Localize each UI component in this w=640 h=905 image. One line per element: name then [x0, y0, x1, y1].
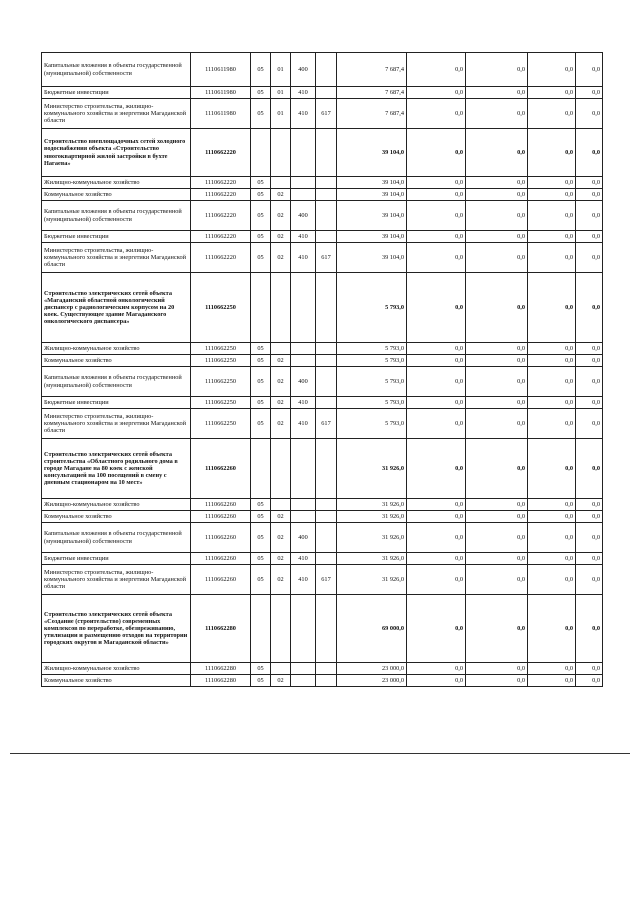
cell-value-3: 0,0	[466, 663, 528, 675]
cell-rz: 05	[251, 409, 271, 439]
cell-vr	[291, 595, 316, 663]
cell-value-2: 0,0	[407, 87, 466, 99]
cell-value-3: 0,0	[466, 189, 528, 201]
cell-name: Министерство строительства, жилищно-коммунального хозяйства и энергетики Магаданской области	[42, 565, 191, 595]
cell-value-5: 0,0	[576, 129, 603, 177]
cell-name: Министерство строительства, жилищно-коммунального хозяйства и энергетики Магаданской области	[42, 99, 191, 129]
cell-grbs	[316, 367, 337, 397]
cell-pr	[271, 129, 291, 177]
cell-name: Коммунальное хозяйство	[42, 189, 191, 201]
cell-amount: 7 687,4	[337, 99, 407, 129]
cell-name: Строительство электрических сетей объекта строительства «Областного родильного дома в городе Магадане на 80 коек с женской консультацией на 100 посещений в смену с дневным стационаром на 10 мест»	[42, 439, 191, 499]
cell-value-2: 0,0	[407, 511, 466, 523]
table-row	[42, 53, 603, 87]
cell-value-5: 0,0	[576, 53, 603, 87]
cell-amount: 39 104,0	[337, 231, 407, 243]
cell-name: Строительство электрических сетей объекта «Создание (строительство) современных комплексов по переработке, обезвреживанию, утилизации и размещению отходов на территории городских округов и Магаданской области»	[42, 595, 191, 663]
page-bottom-rule	[10, 753, 630, 754]
cell-grbs	[316, 499, 337, 511]
cell-code: 1110662250	[191, 343, 251, 355]
cell-value-3: 0,0	[466, 87, 528, 99]
cell-value-4: 0,0	[528, 439, 576, 499]
cell-value-4: 0,0	[528, 129, 576, 177]
cell-vr	[291, 177, 316, 189]
cell-vr	[291, 355, 316, 367]
table-row	[42, 663, 603, 675]
cell-value-4: 0,0	[528, 409, 576, 439]
cell-name: Капитальные вложения в объекты государственной (муниципальной) собственности	[42, 53, 191, 87]
cell-grbs	[316, 511, 337, 523]
cell-amount: 31 926,0	[337, 523, 407, 553]
cell-rz: 05	[251, 355, 271, 367]
cell-value-5: 0,0	[576, 511, 603, 523]
cell-rz: 05	[251, 243, 271, 273]
cell-amount: 23 000,0	[337, 663, 407, 675]
cell-vr	[291, 499, 316, 511]
cell-grbs	[316, 177, 337, 189]
cell-name: Строительство внеплощадочных сетей холодного водоснабжения объекта «Строительство многоквартирной жилой застройки в бухте Нагаева»	[42, 129, 191, 177]
cell-rz: 05	[251, 565, 271, 595]
table-row	[42, 523, 603, 553]
cell-pr	[271, 439, 291, 499]
cell-value-4: 0,0	[528, 675, 576, 687]
cell-value-4: 0,0	[528, 243, 576, 273]
cell-rz: 05	[251, 53, 271, 87]
cell-amount: 5 793,0	[337, 409, 407, 439]
cell-value-5: 0,0	[576, 273, 603, 343]
cell-code: 1110662220	[191, 129, 251, 177]
cell-grbs	[316, 189, 337, 201]
cell-name: Жилищно-коммунальное хозяйство	[42, 499, 191, 511]
table-row	[42, 243, 603, 273]
cell-amount: 31 926,0	[337, 499, 407, 511]
cell-amount: 69 000,0	[337, 595, 407, 663]
cell-value-3: 0,0	[466, 273, 528, 343]
cell-pr: 02	[271, 243, 291, 273]
table-row	[42, 553, 603, 565]
cell-rz: 05	[251, 189, 271, 201]
cell-code: 1110662260	[191, 553, 251, 565]
cell-code: 1110662220	[191, 177, 251, 189]
budget-table	[41, 52, 603, 687]
cell-value-5: 0,0	[576, 595, 603, 663]
cell-name: Коммунальное хозяйство	[42, 675, 191, 687]
cell-vr: 400	[291, 201, 316, 231]
cell-value-3: 0,0	[466, 565, 528, 595]
cell-pr: 02	[271, 201, 291, 231]
cell-value-5: 0,0	[576, 87, 603, 99]
cell-name: Министерство строительства, жилищно-коммунального хозяйства и энергетики Магаданской области	[42, 409, 191, 439]
cell-rz	[251, 129, 271, 177]
cell-code: 1110662220	[191, 201, 251, 231]
cell-vr: 410	[291, 565, 316, 595]
table-row	[42, 177, 603, 189]
table-body	[42, 53, 603, 687]
cell-vr	[291, 663, 316, 675]
cell-value-5: 0,0	[576, 343, 603, 355]
table-row	[42, 343, 603, 355]
cell-grbs	[316, 87, 337, 99]
cell-code: 1110662260	[191, 565, 251, 595]
cell-value-4: 0,0	[528, 367, 576, 397]
cell-amount: 5 793,0	[337, 273, 407, 343]
cell-pr: 02	[271, 553, 291, 565]
cell-value-2: 0,0	[407, 367, 466, 397]
cell-grbs	[316, 663, 337, 675]
table-row	[42, 439, 603, 499]
cell-code: 1110662250	[191, 367, 251, 397]
cell-amount: 5 793,0	[337, 367, 407, 397]
cell-pr: 01	[271, 87, 291, 99]
cell-value-2: 0,0	[407, 523, 466, 553]
cell-name: Министерство строительства, жилищно-коммунального хозяйства и энергетики Магаданской области	[42, 243, 191, 273]
cell-rz: 05	[251, 499, 271, 511]
table-row	[42, 565, 603, 595]
cell-code: 1110662260	[191, 439, 251, 499]
cell-vr: 410	[291, 553, 316, 565]
cell-value-2: 0,0	[407, 499, 466, 511]
cell-value-4: 0,0	[528, 523, 576, 553]
table-row	[42, 201, 603, 231]
cell-value-5: 0,0	[576, 231, 603, 243]
cell-pr: 02	[271, 565, 291, 595]
cell-grbs	[316, 273, 337, 343]
cell-code: 1110662260	[191, 523, 251, 553]
cell-value-3: 0,0	[466, 53, 528, 87]
cell-value-5: 0,0	[576, 553, 603, 565]
cell-name: Бюджетные инвестиции	[42, 553, 191, 565]
cell-code: 1110662220	[191, 231, 251, 243]
cell-name: Жилищно-коммунальное хозяйство	[42, 343, 191, 355]
cell-code: 1110662280	[191, 675, 251, 687]
cell-amount: 7 687,4	[337, 53, 407, 87]
cell-rz	[251, 439, 271, 499]
cell-vr: 410	[291, 243, 316, 273]
cell-amount: 7 687,4	[337, 87, 407, 99]
cell-pr: 02	[271, 511, 291, 523]
cell-rz	[251, 595, 271, 663]
table-row	[42, 99, 603, 129]
cell-grbs	[316, 675, 337, 687]
cell-name: Капитальные вложения в объекты государственной (муниципальной) собственности	[42, 367, 191, 397]
cell-grbs	[316, 553, 337, 565]
cell-pr: 02	[271, 675, 291, 687]
cell-rz: 05	[251, 523, 271, 553]
table-row	[42, 595, 603, 663]
table-row	[42, 355, 603, 367]
cell-code: 1110611980	[191, 99, 251, 129]
cell-vr	[291, 675, 316, 687]
cell-value-2: 0,0	[407, 409, 466, 439]
cell-value-3: 0,0	[466, 511, 528, 523]
cell-code: 1110611980	[191, 53, 251, 87]
cell-vr: 400	[291, 367, 316, 397]
cell-value-3: 0,0	[466, 397, 528, 409]
cell-value-2: 0,0	[407, 663, 466, 675]
cell-grbs	[316, 523, 337, 553]
cell-value-2: 0,0	[407, 99, 466, 129]
cell-value-5: 0,0	[576, 663, 603, 675]
cell-value-5: 0,0	[576, 675, 603, 687]
cell-value-3: 0,0	[466, 355, 528, 367]
cell-rz: 05	[251, 553, 271, 565]
cell-pr	[271, 343, 291, 355]
cell-value-3: 0,0	[466, 595, 528, 663]
cell-value-2: 0,0	[407, 189, 466, 201]
cell-code: 1110662250	[191, 409, 251, 439]
cell-rz: 05	[251, 663, 271, 675]
cell-rz: 05	[251, 397, 271, 409]
cell-code: 1110662250	[191, 273, 251, 343]
cell-amount: 39 104,0	[337, 201, 407, 231]
cell-code: 1110662220	[191, 189, 251, 201]
table-row	[42, 87, 603, 99]
cell-value-2: 0,0	[407, 439, 466, 499]
cell-pr: 02	[271, 189, 291, 201]
table-row	[42, 129, 603, 177]
cell-name: Жилищно-коммунальное хозяйство	[42, 177, 191, 189]
cell-value-5: 0,0	[576, 99, 603, 129]
cell-value-3: 0,0	[466, 409, 528, 439]
cell-grbs	[316, 397, 337, 409]
cell-amount: 5 793,0	[337, 355, 407, 367]
cell-amount: 31 926,0	[337, 439, 407, 499]
cell-value-3: 0,0	[466, 99, 528, 129]
cell-rz: 05	[251, 87, 271, 99]
cell-value-4: 0,0	[528, 53, 576, 87]
cell-pr: 02	[271, 231, 291, 243]
cell-vr: 410	[291, 231, 316, 243]
cell-value-5: 0,0	[576, 565, 603, 595]
cell-value-2: 0,0	[407, 595, 466, 663]
cell-name: Капитальные вложения в объекты государственной (муниципальной) собственности	[42, 523, 191, 553]
cell-value-3: 0,0	[466, 243, 528, 273]
cell-grbs	[316, 595, 337, 663]
cell-code: 1110662250	[191, 397, 251, 409]
cell-value-4: 0,0	[528, 355, 576, 367]
cell-amount: 5 793,0	[337, 343, 407, 355]
cell-pr	[271, 595, 291, 663]
cell-value-2: 0,0	[407, 355, 466, 367]
cell-value-2: 0,0	[407, 397, 466, 409]
cell-amount: 39 104,0	[337, 129, 407, 177]
cell-grbs: 617	[316, 565, 337, 595]
cell-pr: 02	[271, 397, 291, 409]
cell-amount: 39 104,0	[337, 243, 407, 273]
cell-value-5: 0,0	[576, 177, 603, 189]
table-row	[42, 675, 603, 687]
cell-grbs: 617	[316, 243, 337, 273]
cell-grbs	[316, 201, 337, 231]
cell-code: 1110662220	[191, 243, 251, 273]
cell-rz: 05	[251, 367, 271, 397]
cell-value-3: 0,0	[466, 499, 528, 511]
cell-value-3: 0,0	[466, 675, 528, 687]
cell-vr: 410	[291, 87, 316, 99]
cell-amount: 39 104,0	[337, 189, 407, 201]
cell-vr	[291, 129, 316, 177]
cell-name: Бюджетные инвестиции	[42, 397, 191, 409]
cell-value-5: 0,0	[576, 397, 603, 409]
cell-rz: 05	[251, 99, 271, 129]
cell-value-4: 0,0	[528, 189, 576, 201]
cell-value-4: 0,0	[528, 273, 576, 343]
cell-code: 1110662280	[191, 663, 251, 675]
cell-amount: 39 104,0	[337, 177, 407, 189]
cell-value-3: 0,0	[466, 439, 528, 499]
cell-name: Коммунальное хозяйство	[42, 511, 191, 523]
cell-value-2: 0,0	[407, 201, 466, 231]
cell-code: 1110611980	[191, 87, 251, 99]
cell-name: Жилищно-коммунальное хозяйство	[42, 663, 191, 675]
cell-value-2: 0,0	[407, 343, 466, 355]
cell-value-5: 0,0	[576, 439, 603, 499]
cell-value-2: 0,0	[407, 553, 466, 565]
cell-rz	[251, 273, 271, 343]
cell-vr	[291, 273, 316, 343]
cell-value-3: 0,0	[466, 523, 528, 553]
cell-pr: 02	[271, 409, 291, 439]
cell-grbs	[316, 129, 337, 177]
cell-pr: 01	[271, 53, 291, 87]
cell-code: 1110662250	[191, 355, 251, 367]
cell-value-5: 0,0	[576, 189, 603, 201]
cell-name: Капитальные вложения в объекты государственной (муниципальной) собственности	[42, 201, 191, 231]
cell-value-3: 0,0	[466, 129, 528, 177]
cell-code: 1110662260	[191, 499, 251, 511]
cell-value-5: 0,0	[576, 409, 603, 439]
cell-vr	[291, 511, 316, 523]
table-row	[42, 409, 603, 439]
cell-value-4: 0,0	[528, 553, 576, 565]
cell-value-4: 0,0	[528, 177, 576, 189]
table-row	[42, 367, 603, 397]
cell-grbs: 617	[316, 99, 337, 129]
cell-grbs	[316, 53, 337, 87]
cell-grbs	[316, 343, 337, 355]
cell-value-5: 0,0	[576, 355, 603, 367]
cell-value-3: 0,0	[466, 343, 528, 355]
cell-amount: 31 926,0	[337, 553, 407, 565]
cell-rz: 05	[251, 511, 271, 523]
cell-rz: 05	[251, 231, 271, 243]
cell-name: Бюджетные инвестиции	[42, 231, 191, 243]
cell-pr	[271, 499, 291, 511]
table-row	[42, 189, 603, 201]
cell-grbs	[316, 231, 337, 243]
cell-name: Строительство электрических сетей объекта «Магаданский областной онкологический диспансер с радиологическим корпусом на 20 коек. Существующее здание Магаданского онкологического диспансера»	[42, 273, 191, 343]
cell-vr: 410	[291, 409, 316, 439]
cell-value-4: 0,0	[528, 397, 576, 409]
cell-rz: 05	[251, 201, 271, 231]
cell-rz: 05	[251, 177, 271, 189]
cell-value-4: 0,0	[528, 231, 576, 243]
cell-value-3: 0,0	[466, 231, 528, 243]
cell-value-2: 0,0	[407, 177, 466, 189]
cell-vr: 410	[291, 397, 316, 409]
cell-pr	[271, 663, 291, 675]
cell-vr	[291, 343, 316, 355]
cell-vr: 400	[291, 53, 316, 87]
cell-amount: 5 793,0	[337, 397, 407, 409]
cell-value-5: 0,0	[576, 201, 603, 231]
cell-pr: 02	[271, 367, 291, 397]
cell-pr: 01	[271, 99, 291, 129]
cell-vr: 400	[291, 523, 316, 553]
cell-vr	[291, 189, 316, 201]
cell-pr: 02	[271, 523, 291, 553]
cell-name: Коммунальное хозяйство	[42, 355, 191, 367]
cell-value-4: 0,0	[528, 595, 576, 663]
cell-value-2: 0,0	[407, 675, 466, 687]
cell-rz: 05	[251, 675, 271, 687]
cell-value-3: 0,0	[466, 201, 528, 231]
table-row	[42, 397, 603, 409]
cell-value-2: 0,0	[407, 243, 466, 273]
cell-value-2: 0,0	[407, 231, 466, 243]
table-row	[42, 231, 603, 243]
cell-value-2: 0,0	[407, 565, 466, 595]
cell-grbs: 617	[316, 409, 337, 439]
cell-amount: 31 926,0	[337, 511, 407, 523]
cell-value-5: 0,0	[576, 367, 603, 397]
cell-value-5: 0,0	[576, 243, 603, 273]
cell-code: 1110662260	[191, 511, 251, 523]
cell-name: Бюджетные инвестиции	[42, 87, 191, 99]
cell-value-2: 0,0	[407, 53, 466, 87]
cell-vr: 410	[291, 99, 316, 129]
cell-amount: 31 926,0	[337, 565, 407, 595]
cell-value-2: 0,0	[407, 129, 466, 177]
cell-value-4: 0,0	[528, 87, 576, 99]
table-row	[42, 273, 603, 343]
cell-value-4: 0,0	[528, 565, 576, 595]
table-row	[42, 511, 603, 523]
cell-value-3: 0,0	[466, 177, 528, 189]
cell-pr	[271, 177, 291, 189]
table-row	[42, 499, 603, 511]
cell-amount: 23 000,0	[337, 675, 407, 687]
cell-value-5: 0,0	[576, 523, 603, 553]
cell-pr: 02	[271, 355, 291, 367]
cell-code: 1110662280	[191, 595, 251, 663]
cell-vr	[291, 439, 316, 499]
cell-rz: 05	[251, 343, 271, 355]
cell-grbs	[316, 439, 337, 499]
cell-pr	[271, 273, 291, 343]
cell-value-4: 0,0	[528, 663, 576, 675]
cell-value-3: 0,0	[466, 367, 528, 397]
cell-value-3: 0,0	[466, 553, 528, 565]
cell-value-4: 0,0	[528, 201, 576, 231]
cell-value-4: 0,0	[528, 343, 576, 355]
cell-value-4: 0,0	[528, 511, 576, 523]
cell-value-4: 0,0	[528, 99, 576, 129]
cell-value-2: 0,0	[407, 273, 466, 343]
cell-value-5: 0,0	[576, 499, 603, 511]
cell-grbs	[316, 355, 337, 367]
cell-value-4: 0,0	[528, 499, 576, 511]
